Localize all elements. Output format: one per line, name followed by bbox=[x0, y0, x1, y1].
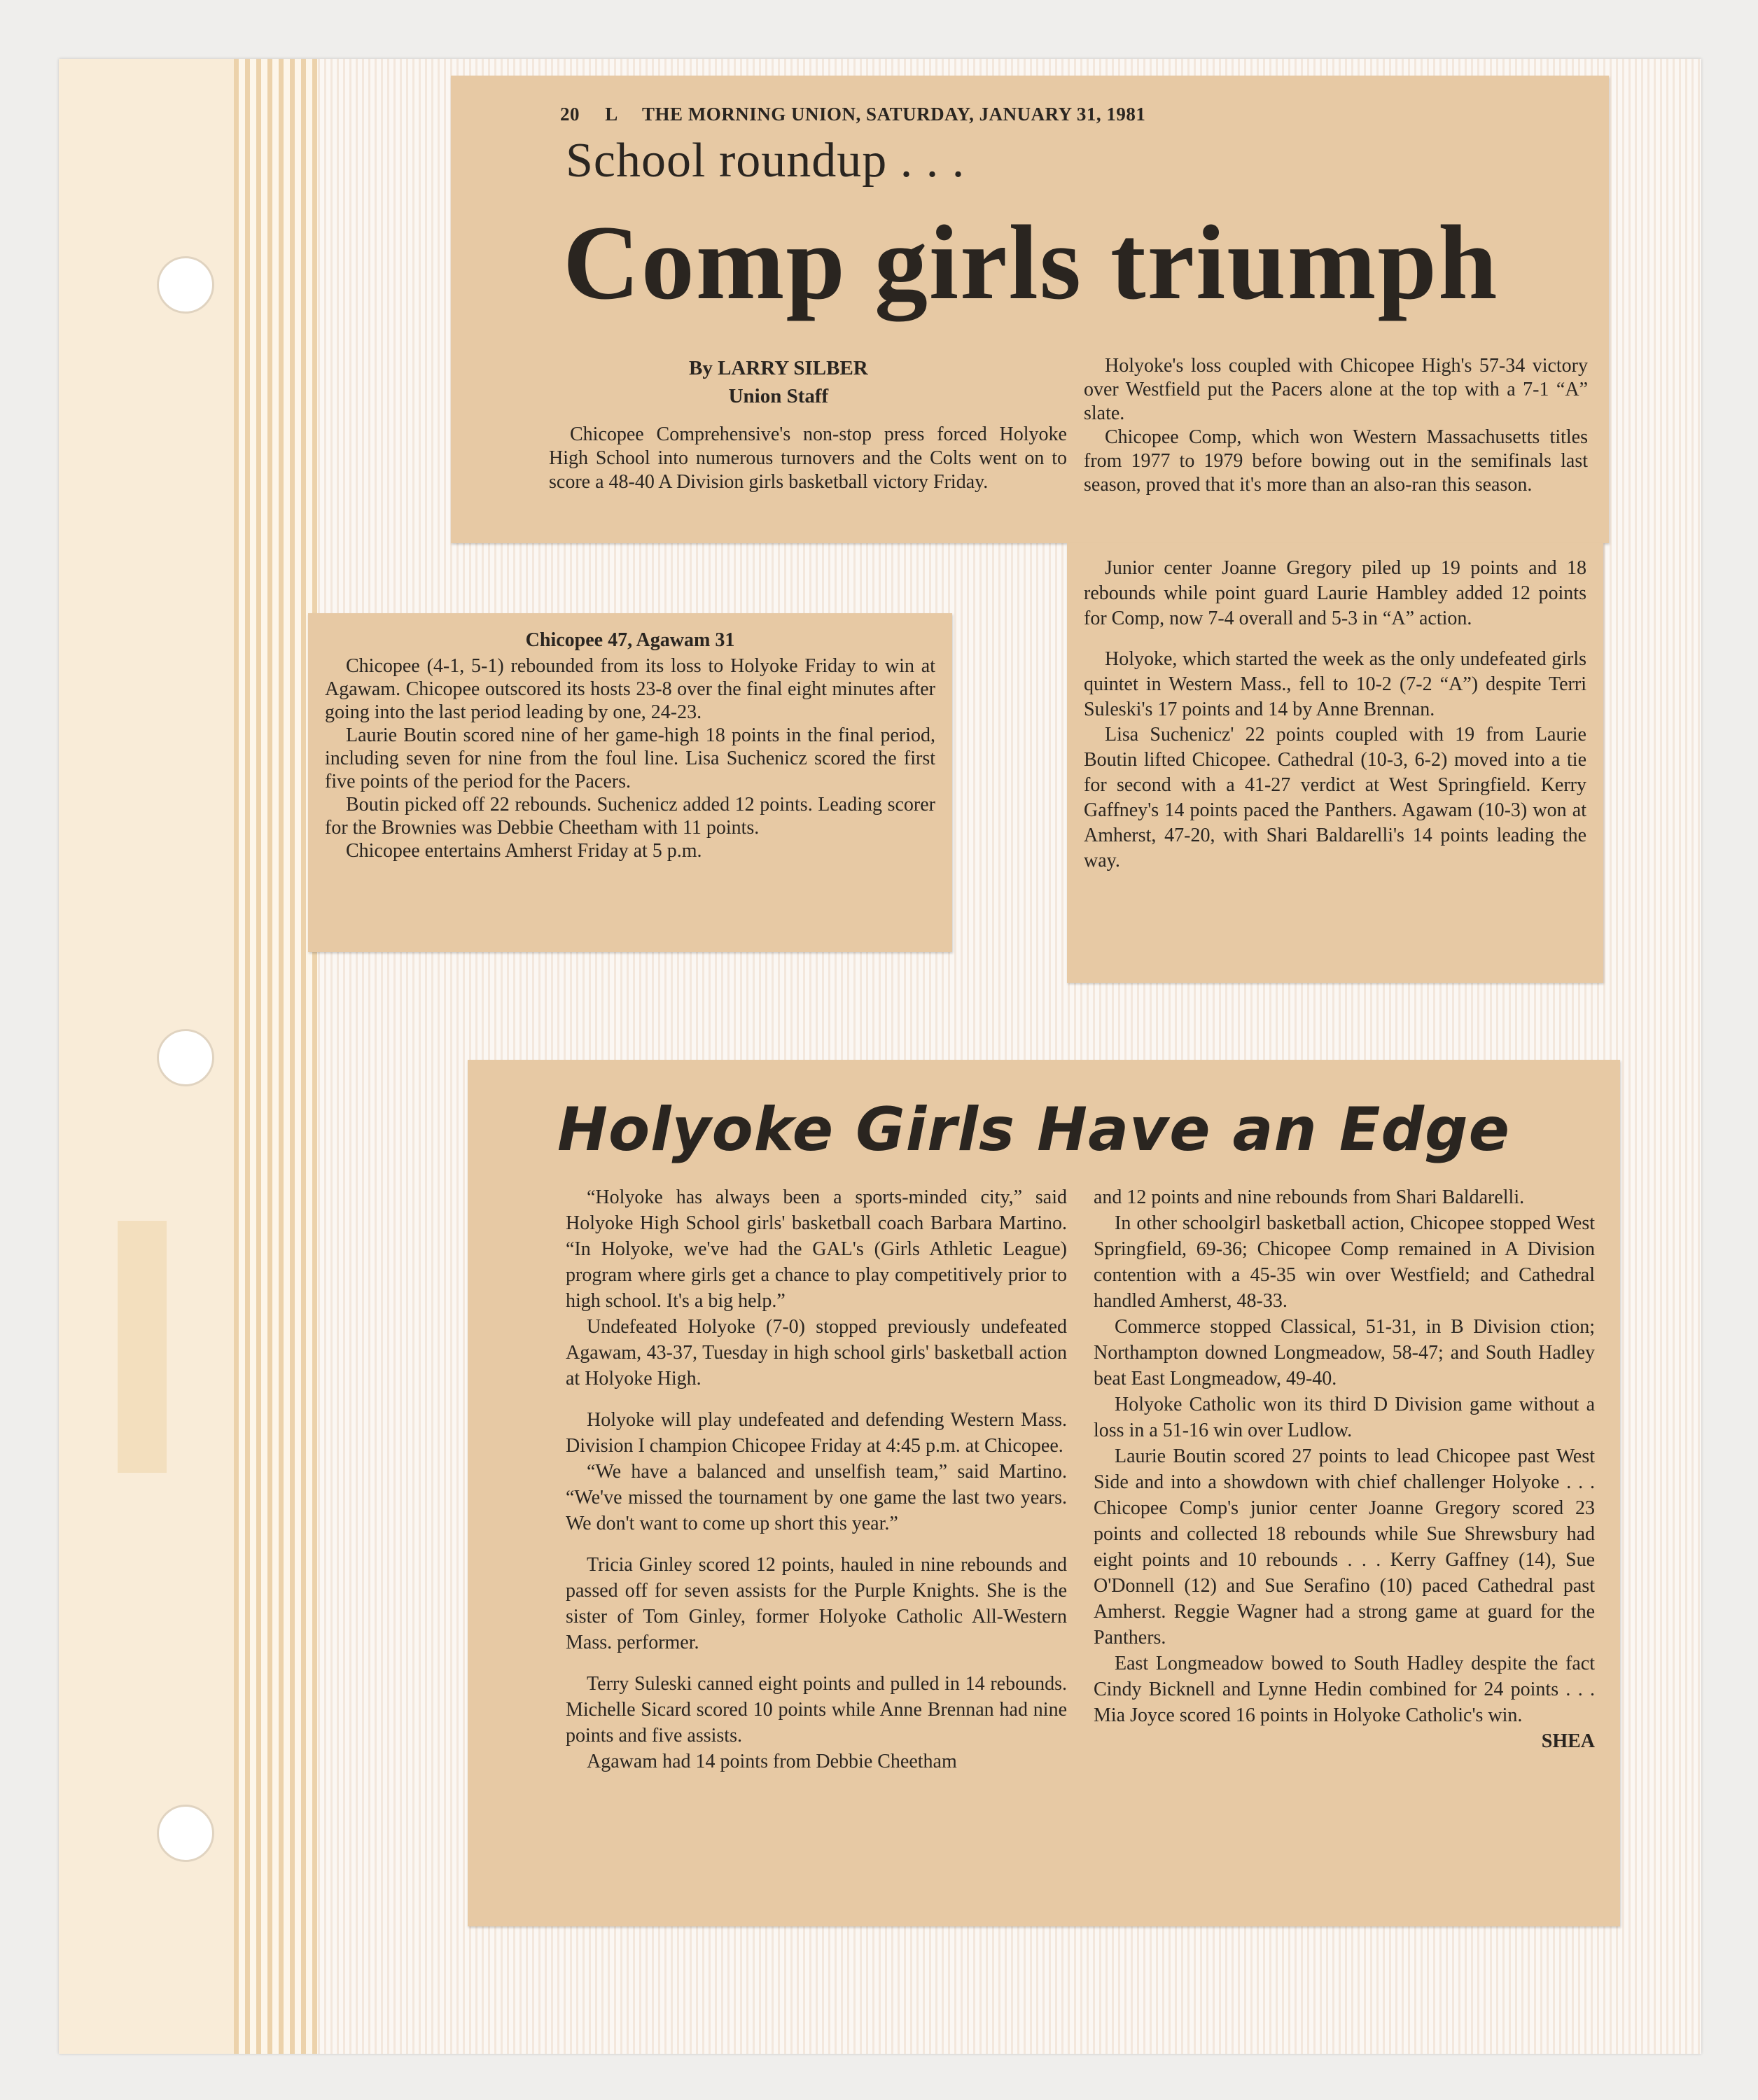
paper-dateline: THE MORNING UNION, SATURDAY, JANUARY 31, 1981 bbox=[642, 104, 1146, 125]
staff-line: Union Staff bbox=[728, 385, 829, 407]
paragraph: Junior center Joanne Gregory piled up 19 points and 18 rebounds while point guard Laurie Hambley added 12 points for Comp, now 7-4 overall and 5-3 in “A” action. bbox=[1084, 557, 1586, 629]
page-number: 20 bbox=[560, 104, 580, 125]
paragraph: Holyoke's loss coupled with Chicopee High's 57-34 victory over Westfield put the Pacers alone at the top with a 7-1 “A” slate. bbox=[1084, 355, 1588, 424]
binder-hole-icon bbox=[157, 1029, 214, 1086]
paragraph: Tricia Ginley scored 12 points, hauled in nine rebounds and passed off for seven assists for the Purple Knights. She is the sister of Tom Ginley, former Holyoke Catholic All-Western Mass. performer. bbox=[566, 1554, 1067, 1653]
clipping-comp-girls-triumph bbox=[451, 76, 1609, 543]
masthead bbox=[560, 104, 1145, 125]
clipping-holyoke-girls bbox=[468, 1060, 1620, 1926]
section-letter: L bbox=[605, 104, 618, 125]
byline bbox=[689, 354, 868, 410]
paragraph: Laurie Boutin scored nine of her game-high 18 points in the final period, including seven for nine from the foul line. Lisa Suchenicz scored the first five points of the period for the Pacers. bbox=[325, 724, 935, 792]
paragraph: and 12 points and nine rebounds from Shari Baldarelli. bbox=[1094, 1186, 1525, 1208]
binder-hole-icon bbox=[157, 256, 214, 314]
body-columns bbox=[566, 1184, 1595, 1774]
paragraph: “We have a balanced and unselfish team,” said Martino. “We've missed the tournament by one game the last two years. We don't want to come up short this year.” bbox=[566, 1461, 1067, 1534]
paragraph: Boutin picked off 22 rebounds. Suchenicz added 12 points. Leading scorer for the Brownies was Debbie Cheetham with 11 points. bbox=[325, 794, 935, 839]
paragraph: Undefeated Holyoke (7-0) stopped previously undefeated Agawam, 43-37, Tuesday in high school girls' basketball action at Holyoke High. bbox=[566, 1316, 1067, 1390]
signature: SHEA bbox=[1541, 1730, 1595, 1752]
paragraph: Chicopee entertains Amherst Friday at 5 p.m. bbox=[346, 840, 702, 862]
lede-paragraph: Chicopee Comprehensive's non-stop press forced Holyoke High School into numerous turnovers and the Colts went on to score a 48-40 A Division girls basketball victory Friday. bbox=[549, 424, 1067, 493]
paragraph: Laurie Boutin scored 27 points to lead Chicopee past West Side and into a showdown with chief challenger Holyoke . . . Chicopee Comp's junior center Joanne Gregory scored 23 points and collected 18 rebounds while Sue Shrewsbury had eight points and 10 rebounds . . . Kerry Gaffney (14), Sue O'Donnell (12) and Sue Serafino (10) paced Cathedral past Amherst. Reggie Wagner had a strong game at guard for the Panthers. bbox=[1094, 1446, 1595, 1648]
headline: Comp girls triumph bbox=[563, 204, 1499, 321]
paragraph: Holyoke, which started the week as the only undefeated girls quintet in Western Mass., fell to 10-2 (7-2 “A”) despite Terri Suleski's 17 points and 14 by Anne Brennan. bbox=[1084, 648, 1586, 720]
author: By LARRY SILBER bbox=[689, 357, 868, 379]
clipping-continuation bbox=[1067, 543, 1603, 983]
paragraph: Commerce stopped Classical, 51-31, in B Division ction; Northampton downed Longmeadow, 58-47; and South Hadley beat East Longmeadow, 49-40. bbox=[1094, 1316, 1595, 1390]
paragraph: Agawam had 14 points from Debbie Cheetham bbox=[587, 1751, 957, 1772]
paragraph: Holyoke will play undefeated and defending Western Mass. Division I champion Chicopee Friday at 4:45 p.m. at Chicopee. bbox=[566, 1409, 1067, 1457]
headline: Holyoke Girls Have an Edge bbox=[557, 1095, 1510, 1165]
clipping-chicopee-agawam bbox=[308, 613, 952, 952]
kicker: School roundup . . . bbox=[566, 134, 965, 188]
paragraph: East Longmeadow bowed to South Hadley despite the fact Cindy Bicknell and Lynne Hedin combined for 24 points . . . Mia Joyce scored 16 points in Holyoke Catholic's win. bbox=[1094, 1653, 1595, 1726]
column-left bbox=[566, 1184, 1067, 1774]
subhead: Chicopee 47, Agawam 31 bbox=[525, 629, 735, 651]
paragraph: Holyoke Catholic won its third D Division game without a loss in a 51-16 win over Ludlow. bbox=[1094, 1394, 1595, 1441]
paragraph: Terry Suleski canned eight points and pulled in 14 rebounds. Michelle Sicard scored 10 points while Anne Brennan had nine points and five assists. bbox=[566, 1673, 1067, 1746]
paragraph: “Holyoke has always been a sports-minded city,” said Holyoke High School girls' basketball coach Barbara Martino. “In Holyoke, we've had the GAL's (Girls Athletic League) program where girls get a chance to play competitively prior to high school. It's a big help.” bbox=[566, 1186, 1067, 1312]
column-right bbox=[1094, 1184, 1595, 1774]
right-column bbox=[1084, 354, 1588, 497]
paragraph: Chicopee (4-1, 5-1) rebounded from its loss to Holyoke Friday to win at Agawam. Chicopee outscored its hosts 23-8 over the final eight minutes after going into the last period leading by one, 24-23. bbox=[325, 655, 935, 723]
paragraph: Lisa Suchenicz' 22 points coupled with 19 from Laurie Boutin lifted Chicopee. Cathedral (10-3, 6-2) moved into a tie for second with a 41-27 verdict at West Springfield. Kerry Gaffney's 14 points paced the Panthers. Agawam (10-3) won at Amherst, 47-20, with Shari Baldarelli's 14 points leading the way. bbox=[1084, 724, 1586, 872]
paragraph: Chicopee Comp, which won Western Massachusetts titles from 1977 to 1979 before bowing out in the semifinals last season, proved that it's more than an also-ran this season. bbox=[1084, 426, 1588, 496]
paragraph: In other schoolgirl basketball action, Chicopee stopped West Springfield, 69-36; Chicopee Comp remained in A Division contention with a 45-35 win over Westfield; and Cathedral handled Amherst, 48-33. bbox=[1094, 1212, 1595, 1312]
tape-mark bbox=[118, 1221, 167, 1473]
binder-hole-icon bbox=[157, 1805, 214, 1862]
